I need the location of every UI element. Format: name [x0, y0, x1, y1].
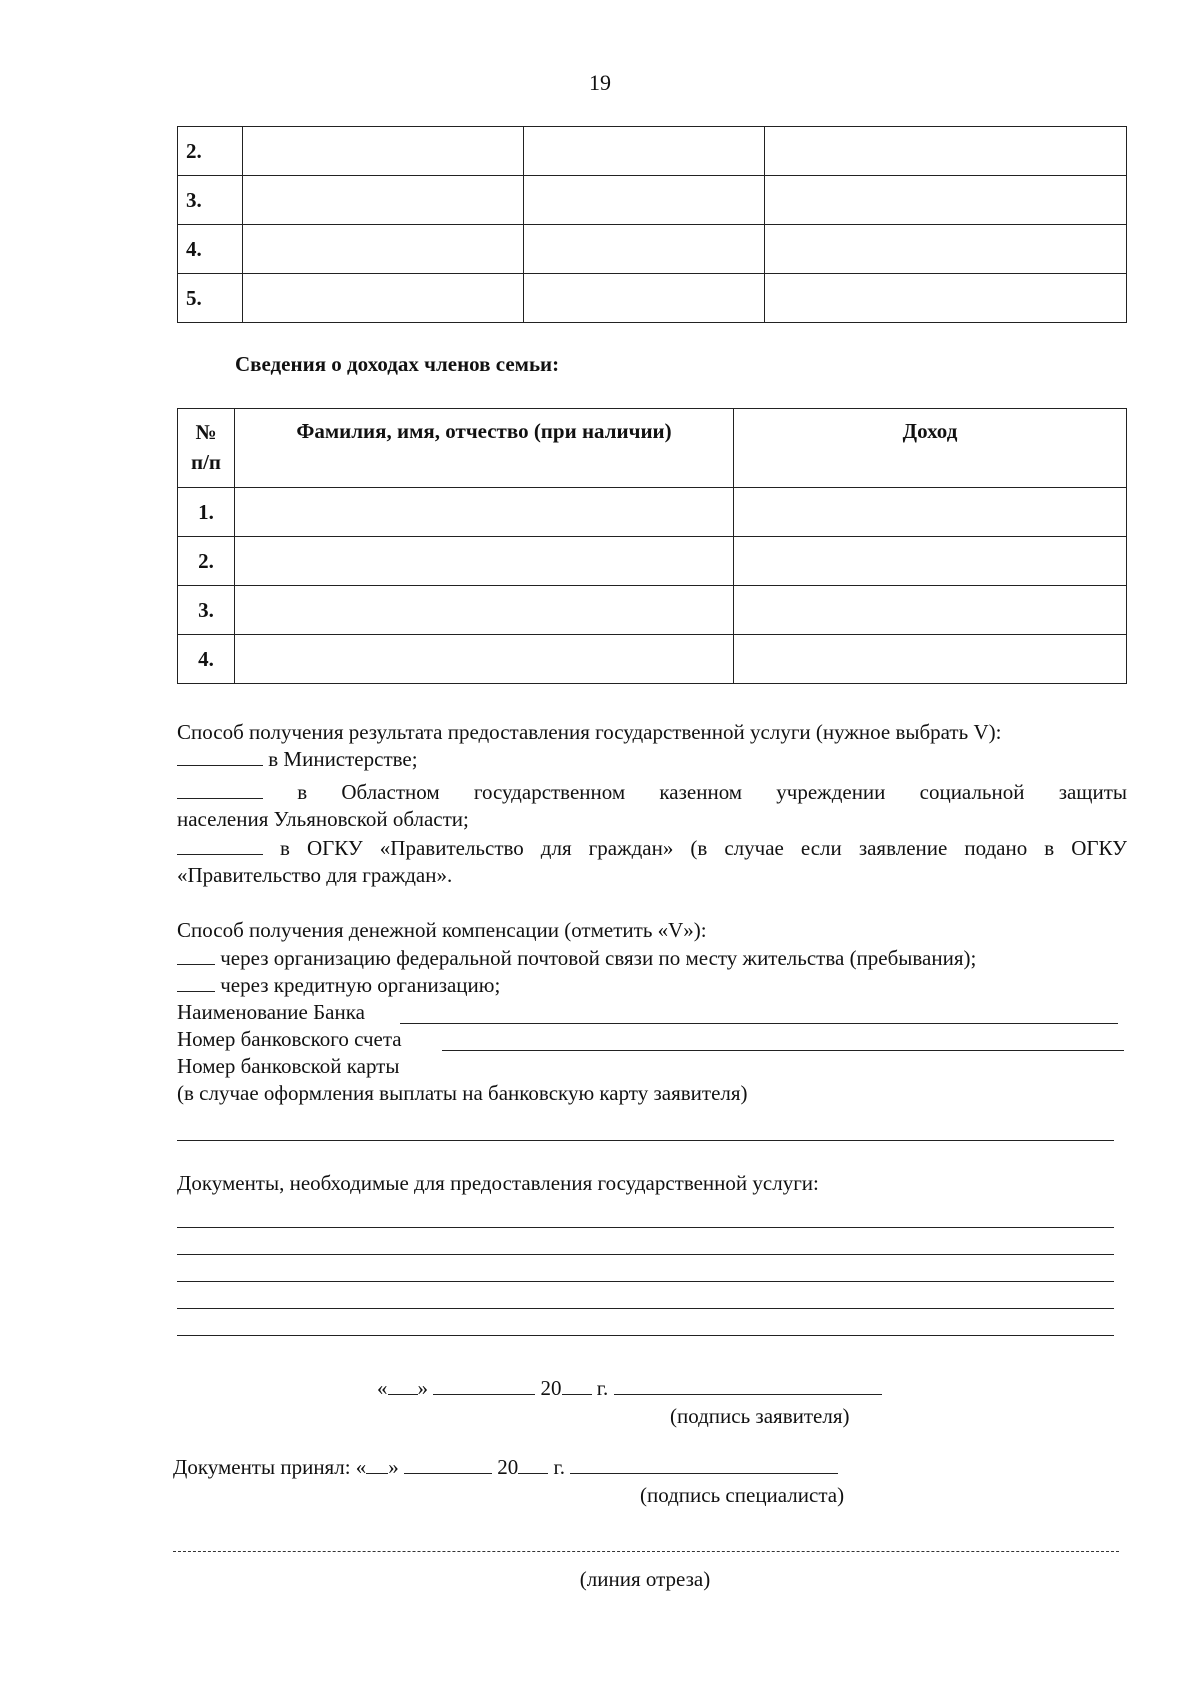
specialist-sign-caption: (подпись специалиста) — [640, 1483, 845, 1507]
col-income-header: Доход — [734, 409, 1127, 488]
row-number: 5. — [178, 274, 243, 323]
month-field[interactable] — [433, 1376, 535, 1395]
quote-close: » — [417, 1376, 428, 1400]
applicant-sign-caption: (подпись заявителя) — [670, 1404, 850, 1428]
documents-line[interactable] — [177, 1254, 1114, 1255]
year-field[interactable] — [562, 1376, 592, 1395]
table-cell[interactable] — [243, 176, 524, 225]
option-label: в ОГКУ «Правительство для граждан» (в случае если заявление подано в ОГКУ — [280, 836, 1128, 860]
table-row — [178, 537, 1127, 586]
year-suffix: г. — [596, 1376, 609, 1400]
year-suffix: г. — [553, 1455, 566, 1479]
table-cell[interactable] — [235, 537, 734, 586]
option-label: через организацию федеральной почтовой связи по месту жительства (пребывания); — [220, 946, 977, 970]
documents-line[interactable] — [177, 1335, 1114, 1336]
compensation-option-bank — [177, 972, 1127, 999]
table-cell[interactable] — [524, 274, 765, 323]
checkbox-blank[interactable] — [177, 946, 215, 965]
row-number: 4. — [178, 635, 235, 684]
page-number: 19 — [589, 70, 611, 95]
option-label: в Областном государственном казенном учреждении социальной защиты — [297, 780, 1128, 804]
result-option-gov-line2: «Правительство для граждан». — [177, 863, 453, 887]
col-name-header: Фамилия, имя, отчество (при наличии) — [235, 409, 734, 488]
table-cell[interactable] — [243, 127, 524, 176]
table-header-row — [178, 409, 1127, 488]
compensation-option-post — [177, 945, 1127, 972]
year-prefix: 20 — [497, 1455, 519, 1479]
checkbox-blank[interactable] — [177, 747, 263, 766]
result-method-title: Способ получения результата предоставления государственной услуги (нужное выбрать V): — [177, 720, 1002, 744]
option-label: в Министерстве; — [268, 747, 418, 771]
table-cell[interactable] — [765, 176, 1127, 225]
specialist-sign-row — [173, 1454, 933, 1481]
cut-line-caption: (линия отреза) — [579, 1567, 711, 1591]
account-field[interactable] — [442, 1050, 1124, 1051]
table-cell[interactable] — [243, 225, 524, 274]
day-field[interactable] — [388, 1376, 418, 1395]
specialist-signature-field[interactable] — [570, 1455, 838, 1474]
table-cell[interactable] — [235, 586, 734, 635]
compensation-title: Способ получения денежной компенсации (отметить «V»): — [177, 918, 707, 942]
row-number: 3. — [178, 176, 243, 225]
col-number-header — [178, 409, 235, 488]
row-number: 2. — [178, 537, 235, 586]
documents-title: Документы, необходимые для предоставления государственной услуги: — [177, 1171, 819, 1195]
table-row — [178, 274, 1127, 323]
table-cell[interactable] — [734, 537, 1127, 586]
table-cell[interactable] — [734, 635, 1127, 684]
table-row — [178, 127, 1127, 176]
quote-open: « — [377, 1376, 388, 1400]
account-label: Номер банковского счета — [177, 1027, 402, 1051]
card-note: (в случае оформления выплаты на банковскую карту заявителя) — [177, 1081, 748, 1105]
table-row — [178, 176, 1127, 225]
cut-line — [173, 1551, 1119, 1552]
result-option-ogku-line2: населения Ульяновской области; — [177, 807, 469, 831]
result-option-ministry — [177, 746, 1127, 773]
result-option-gov-line1 — [177, 835, 1127, 862]
checkbox-blank[interactable] — [177, 973, 215, 992]
table-cell[interactable] — [235, 635, 734, 684]
col-number-line1: № — [195, 420, 217, 444]
quote-close: » — [388, 1455, 399, 1479]
table-row — [178, 586, 1127, 635]
bank-name-field[interactable] — [400, 1023, 1118, 1024]
table-cell[interactable] — [734, 488, 1127, 537]
table-cell[interactable] — [765, 127, 1127, 176]
income-heading: Сведения о доходах членов семьи: — [235, 352, 560, 376]
col-number-line2: п/п — [190, 450, 222, 474]
table-cell[interactable] — [734, 586, 1127, 635]
checkbox-blank[interactable] — [177, 780, 263, 799]
bank-name-label: Наименование Банка — [177, 1000, 365, 1024]
checkbox-blank[interactable] — [177, 836, 263, 855]
card-field[interactable] — [177, 1140, 1114, 1141]
year-field[interactable] — [518, 1455, 548, 1474]
table-row — [178, 225, 1127, 274]
row-number: 3. — [178, 586, 235, 635]
result-option-ogku-line1 — [177, 779, 1127, 806]
applicant-sign-row — [377, 1375, 937, 1402]
card-label: Номер банковской карты — [177, 1054, 400, 1078]
month-field[interactable] — [404, 1455, 492, 1474]
day-field[interactable] — [366, 1455, 388, 1474]
table-cell[interactable] — [524, 225, 765, 274]
documents-line[interactable] — [177, 1281, 1114, 1282]
table-cell[interactable] — [243, 274, 524, 323]
table-cell[interactable] — [524, 176, 765, 225]
accepted-label: Документы принял: « — [173, 1455, 367, 1479]
applicant-signature-field[interactable] — [614, 1376, 882, 1395]
table-row — [178, 635, 1127, 684]
documents-line[interactable] — [177, 1227, 1114, 1228]
option-label: через кредитную организацию; — [220, 973, 501, 997]
table-cell[interactable] — [235, 488, 734, 537]
row-number: 2. — [178, 127, 243, 176]
table-row — [178, 488, 1127, 537]
family-members-table — [177, 126, 1127, 323]
year-prefix: 20 — [540, 1376, 562, 1400]
row-number: 1. — [178, 488, 235, 537]
table-cell[interactable] — [765, 274, 1127, 323]
documents-line[interactable] — [177, 1308, 1114, 1309]
row-number: 4. — [178, 225, 243, 274]
income-table — [177, 408, 1127, 684]
table-cell[interactable] — [765, 225, 1127, 274]
table-cell[interactable] — [524, 127, 765, 176]
